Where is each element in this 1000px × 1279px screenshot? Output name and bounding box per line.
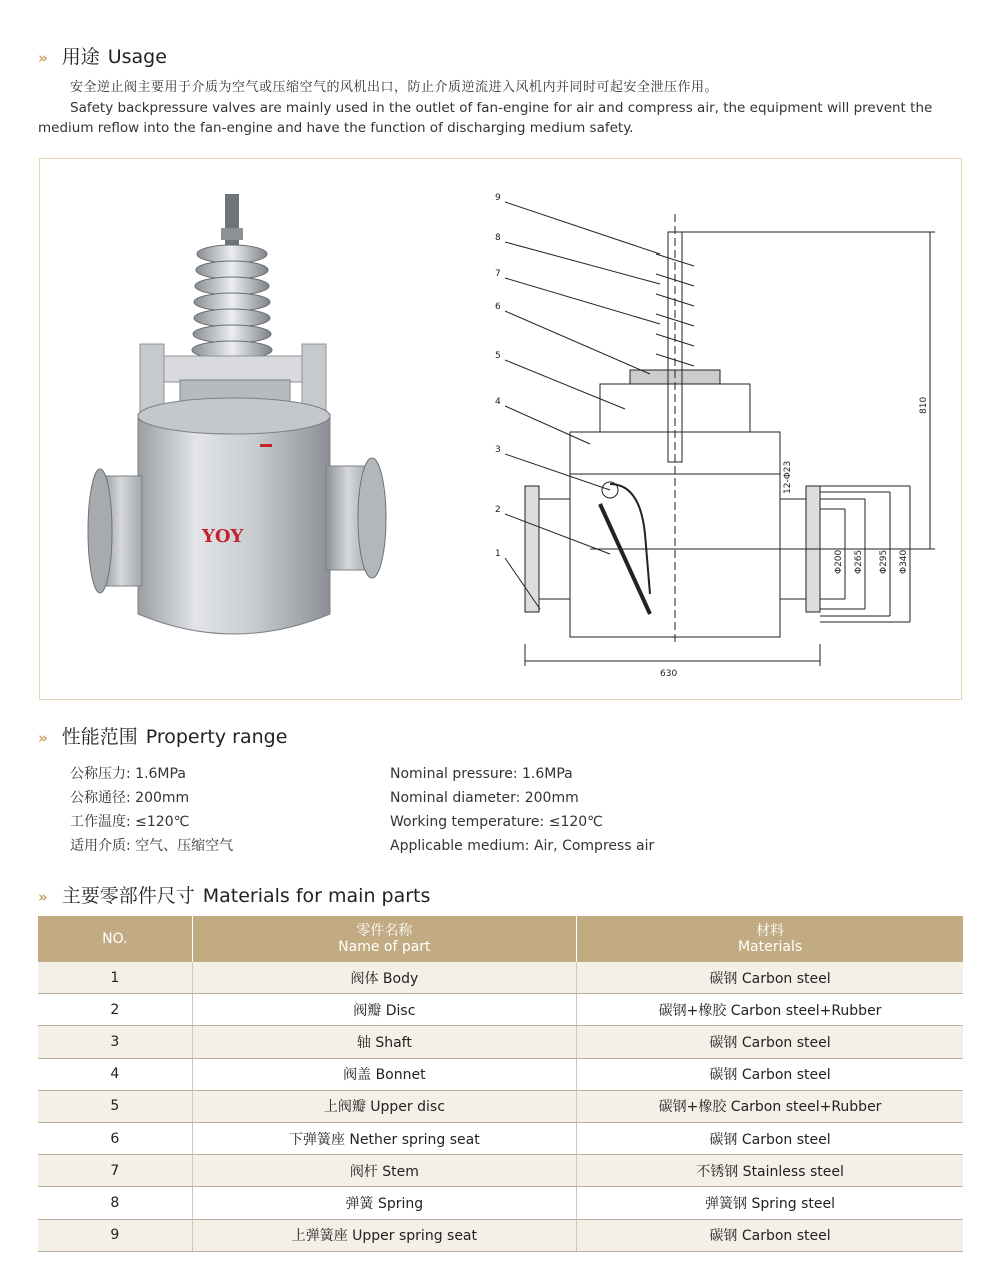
property-pressure-en: Nominal pressure: 1.6MPa [390,766,573,782]
materials-heading [38,881,430,908]
property-medium-zh: 适用介质: 空气、压缩空气 [70,838,234,854]
row-no: 6 [38,1122,192,1154]
callout-3: 3 [495,445,501,455]
dim-d295: Φ295 [879,549,889,574]
brand-logo: YOY [202,526,244,547]
property-pressure-zh: 公称压力: 1.6MPa [70,766,186,782]
table-row [38,1219,963,1251]
property-temperature-zh: 工作温度: ≤120℃ [70,814,190,830]
figure-panel [39,158,962,700]
row-material: 碳钢 Carbon steel [577,962,963,994]
row-no: 1 [38,962,192,994]
callout-9: 9 [495,193,501,203]
property-diameter-zh: 公称通径: 200mm [70,790,190,806]
callout-7: 7 [495,269,501,279]
property-medium-en: Applicable medium: Air, Compress air [390,838,655,854]
callout-6: 6 [495,302,501,312]
dim-height: 810 [919,396,929,414]
row-material: 碳钢 Carbon steel [577,1219,963,1251]
usage-text-en: Safety backpressure valves are mainly used in the outlet of fan-engine for air and compress air, the equipment will prevent the medium reflow into the fan-engine and have the function of discharging medium safety. [38,100,933,136]
row-no: 8 [38,1187,192,1219]
row-part-name: 上阀瓣 Upper disc [192,1090,576,1122]
property-temperature-en: Working temperature: ≤120℃ [390,814,603,830]
property-heading-en: Property range [145,726,288,748]
row-material: 弹簧钢 Spring steel [577,1187,963,1219]
valve-cross-section-drawing [450,174,950,689]
table-row [38,962,963,994]
row-part-name: 阀盖 Bonnet [192,1058,576,1090]
usage-text-zh: 安全逆止阀主要用于介质为空气或压缩空气的风机出口，防止介质逆流进入风机内并同时可起安全泄压作用。 [70,80,719,95]
row-part-name: 下弹簧座 Nether spring seat [192,1122,576,1154]
header-name-zh: 零件名称 [356,923,413,939]
table-header-row [38,916,963,962]
row-part-name: 阀体 Body [192,962,576,994]
row-part-name: 上弹簧座 Upper spring seat [192,1219,576,1251]
row-no: 3 [38,1026,192,1058]
row-material: 不锈钢 Stainless steel [577,1155,963,1187]
row-no: 2 [38,994,192,1026]
row-part-name: 阀杆 Stem [192,1155,576,1187]
property-heading-zh: 性能范围 [61,726,138,748]
table-row [38,1090,963,1122]
callout-2: 2 [495,505,501,515]
row-no: 9 [38,1219,192,1251]
table-row [38,994,963,1026]
usage-heading [38,42,167,69]
row-material: 碳钢 Carbon steel [577,1122,963,1154]
dim-d200: Φ200 [834,549,844,574]
callout-1: 1 [495,549,501,559]
callout-5: 5 [495,351,501,361]
usage-heading-en: Usage [107,46,167,68]
row-no: 7 [38,1155,192,1187]
dim-length: 630 [660,669,678,679]
callout-8: 8 [495,233,501,243]
header-no: NO. [38,916,192,962]
dim-d340: Φ340 [899,549,909,574]
property-diameter-en: Nominal diameter: 200mm [390,790,579,806]
property-list-en [390,762,654,858]
table-row [38,1187,963,1219]
callout-4: 4 [495,397,501,407]
property-list-zh [70,762,233,858]
row-material: 碳钢 Carbon steel [577,1026,963,1058]
row-part-name: 阀瓣 Disc [192,994,576,1026]
valve-photo [80,184,390,654]
usage-heading-zh: 用途 [61,46,100,68]
materials-heading-zh: 主要零部件尺寸 [61,885,195,907]
row-material: 碳钢+橡胶 Carbon steel+Rubber [577,994,963,1026]
row-part-name: 弹簧 Spring [192,1187,576,1219]
header-material-en: Materials [737,939,803,955]
row-material: 碳钢+橡胶 Carbon steel+Rubber [577,1090,963,1122]
chevron-right-icon: » [38,888,48,906]
header-material-zh: 材料 [756,923,785,939]
materials-heading-en: Materials for main parts [202,885,431,907]
property-heading [38,722,287,749]
dim-bolts: 12-Φ23 [783,460,793,494]
table-row [38,1058,963,1090]
chevron-right-icon: » [38,729,48,747]
row-part-name: 轴 Shaft [192,1026,576,1058]
table-row [38,1155,963,1187]
dim-d265: Φ265 [854,549,864,574]
chevron-right-icon: » [38,49,48,67]
row-no: 5 [38,1090,192,1122]
header-name [192,916,576,962]
materials-table [38,916,963,1252]
header-material [577,916,963,962]
row-no: 4 [38,1058,192,1090]
header-name-en: Name of part [338,939,431,955]
table-row [38,1026,963,1058]
table-row [38,1122,963,1154]
row-material: 碳钢 Carbon steel [577,1058,963,1090]
